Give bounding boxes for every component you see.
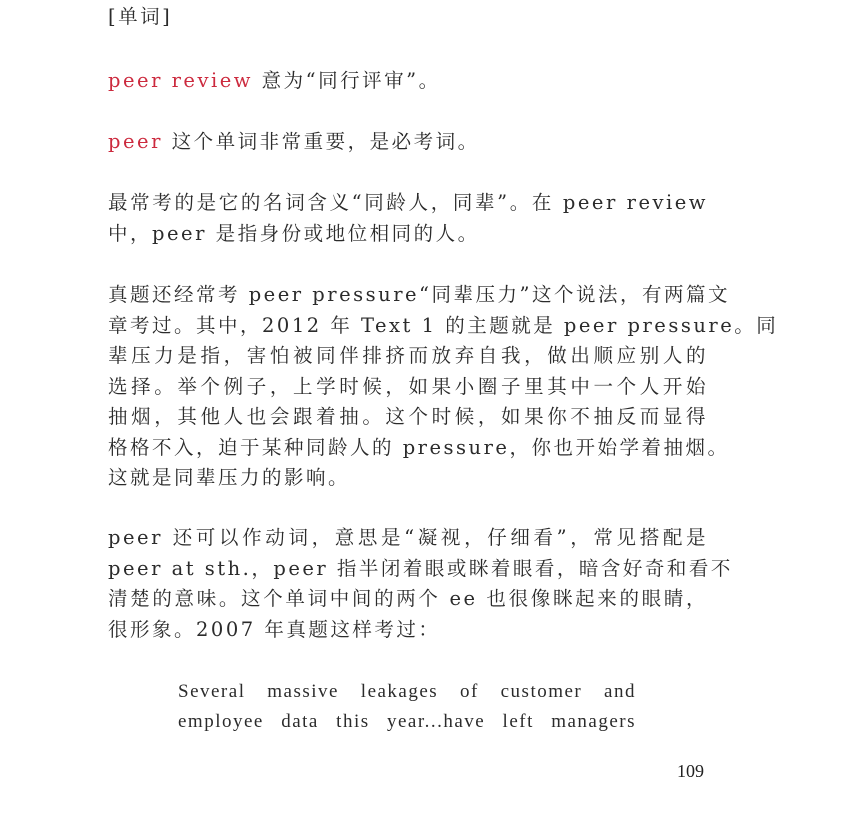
paragraph-line	[108, 66, 708, 97]
highlighted-term: peer	[108, 130, 163, 153]
paragraph-line	[108, 127, 708, 158]
paragraph-peer-importance	[108, 127, 708, 158]
paragraph-line: peer 还可以作动词，意思是“凝视，仔细看”，常见搭配是	[108, 526, 708, 549]
paragraph-line: 选择。举个例子，上学时候，如果小圈子里其中一个人开始	[108, 374, 708, 398]
section-label-text: [单词]	[108, 5, 173, 28]
paragraph-line: 章考过。其中，2012 年 Text 1 的主题就是 peer pressure。同	[108, 313, 779, 337]
paragraph-line: 抽烟，其他人也会跟着抽。这个时候，如果你不抽反而显得	[108, 405, 708, 428]
paragraph-line: 清楚的意味。这个单词中间的两个 ee 也很像眯起来的眼睛，	[108, 587, 708, 610]
paragraph-peer-pressure	[108, 280, 779, 494]
paragraph-text: 意为“同行评审”。	[252, 69, 441, 92]
paragraph-line: 很形象。2007 年真题这样考过：	[108, 617, 441, 641]
page-number: 109	[677, 761, 704, 781]
highlighted-term: peer review	[108, 69, 253, 92]
exam-quote	[178, 677, 636, 737]
paragraph-line: 最常考的是它的名词含义“同龄人，同辈”。在 peer review	[108, 191, 708, 214]
paragraph-noun-meaning	[108, 188, 708, 249]
paragraph-line: 中，peer 是指身份或地位相同的人。	[108, 221, 480, 245]
paragraph-line: 格格不入，迫于某种同龄人的 pressure，你也开始学着抽烟。	[108, 435, 730, 459]
quote-line: Several massive leakages of customer and	[178, 681, 636, 702]
paragraph-line: 辈压力是指，害怕被同伴排挤而放弃自我，做出顺应别人的	[108, 344, 708, 367]
quote-line: employee data this year...have left managers	[178, 711, 636, 732]
paragraph-line: peer at sth.，peer 指半闭着眼或眯着眼看，暗含好奇和看不	[108, 556, 733, 580]
paragraph-peer-review	[108, 66, 708, 97]
paragraph-text: 这个单词非常重要，是必考词。	[162, 130, 480, 153]
paragraph-line: 这就是同辈压力的影响。	[108, 466, 351, 489]
paragraph-line: 真题还经常考 peer pressure“同辈压力”这个说法，有两篇文	[108, 283, 730, 306]
section-label	[108, 2, 708, 33]
paragraph-verb-meaning	[108, 523, 733, 645]
